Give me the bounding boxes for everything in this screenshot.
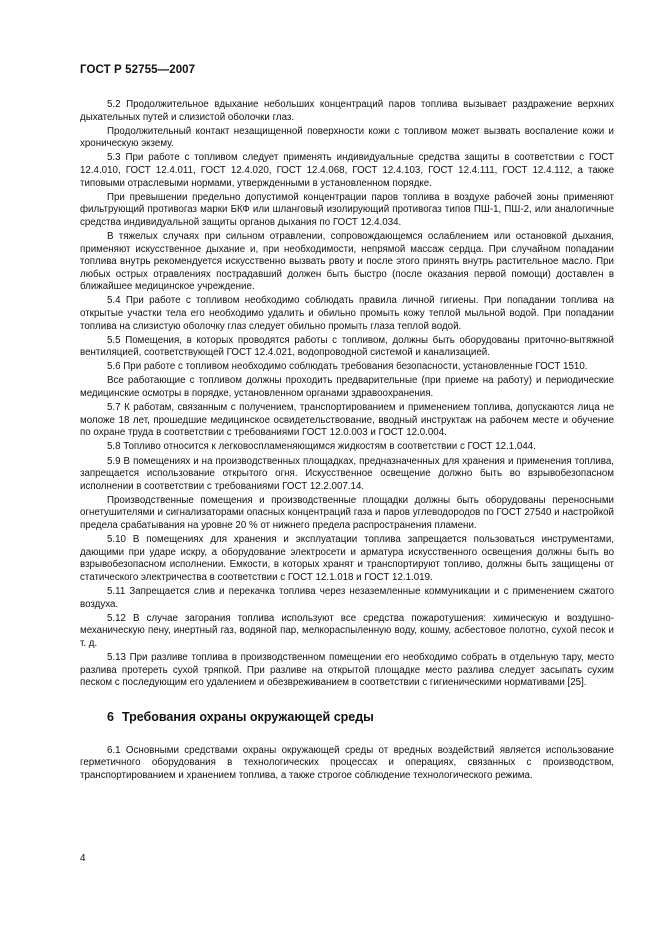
section-5-paragraphs <box>80 99 614 690</box>
paragraph: 5.6 При работе с топливом необходимо соблюдать требования безопасности, установленные ГОСТ 1510. <box>107 361 588 373</box>
paragraph: 5.8 Топливо относится к легковоспламеняющимся жидкостям в соответствии с ГОСТ 12.1.044. <box>107 441 536 453</box>
paragraph: 5.5 Помещения, в которых проводятся работы с топливом, должны быть оборудованы приточно-вытяжной вентиляцией, соответствующей ГОСТ 12.4.021, водопроводной системой и канализацией. <box>80 334 614 359</box>
paragraph: 5.10 В помещениях для хранения и эксплуатации топлива запрещается пользоваться инструментами, дающими при ударе искру, а оборудование электросети и арматура искусственного освещения должны быть во взрывобезопасном исполнении. Емкости, в которых хранят и транспортируют топливо, должны быть защищены от статического электричества в соответствии с ГОСТ 12.1.018 и ГОСТ 12.1.019. <box>80 534 614 583</box>
paragraph: 5.3 При работе с топливом следует применять индивидуальные средства защиты в соответствии с ГОСТ 12.4.010, ГОСТ 12.4.011, ГОСТ 12.4.020, ГОСТ 12.4.068, ГОСТ 12.4.103, ГОСТ 12.4.111, ГОСТ 12.4.112, а также типовыми отраслевыми нормами, утвержденными в установленном порядке. <box>80 152 614 189</box>
paragraph: При превышении предельно допустимой концентрации паров топлива в воздухе рабочей зоны применяют фильтрующий противогаз марки БКФ или шланговый изолирующий противогаз типов ПШ-1, ПШ-2, или аналогичные средства индивидуальной защиты органов дыхания по ГОСТ 12.4.034. <box>80 191 614 228</box>
paragraph: 6.1 Основными средствами охраны окружающей среды от вредных воздействий является использование герметичного оборудования в технологических процессах и операциях, связанных с производством, транспортированием и хранением топлива, а также строгое соблюдение технологического режима. <box>80 744 614 781</box>
section-number: 6 <box>107 709 114 724</box>
paragraph: Производственные помещения и производственные площадки должны быть оборудованы переносными огнетушителями и сигнализаторами опасных концентраций газа и паров углеводородов по ГОСТ 27540 и настройкой предела срабатывания на уровне 20 % от нижнего предела распространения пламени. <box>80 494 614 531</box>
section-6-heading <box>80 710 614 725</box>
paragraph: В тяжелых случаях при сильном отравлении, сопровождающемся ослаблением или остановкой дыхания, применяют искусственное дыхание и, при необходимости, непрямой массаж сердца. При случайном попадании топлива внутрь рекомендуется искусственно вызвать рвоту и после этого принять внутрь растительное масло. При любых острых отравлениях пострадавший должен быть быстро (после оказания первой помощи) доставлен в ближайшее медицинское учреждение. <box>80 230 614 293</box>
paragraph: 5.4 При работе с топливом необходимо соблюдать правила личной гигиены. При попадании топлива на открытые участки тела его необходимо удалить и обильно промыть кожу теплой мыльной водой. При попадании топлива на слизистую оболочку глаз следует обильно промыть глаза теплой водой. <box>80 295 614 332</box>
section-6-paragraphs <box>80 745 614 783</box>
section-title: Требования охраны окружающей среды <box>121 709 374 724</box>
paragraph: Продолжительный контакт незащищенной поверхности кожи с топливом может вызвать воспаление кожи и хроническую экзему. <box>80 125 614 150</box>
paragraph: 5.7 К работам, связанным с получением, транспортированием и применением топлива, допускаются лица не моложе 18 лет, прошедшие медицинское освидетельствование, вводный инструктаж на рабочем месте и обучение по охране труда в соответствии с требованиями ГОСТ 12.0.003 и ГОСТ 12.0.004. <box>80 402 614 439</box>
document-body <box>80 99 614 784</box>
paragraph: 5.2 Продолжительное вдыхание небольших концентраций паров топлива вызывает раздражение верхних дыхательных путей и слизистой оболочки глаз. <box>80 99 614 123</box>
page-number: 4 <box>80 853 86 864</box>
paragraph: 5.9 В помещениях и на производственных площадках, предназначенных для хранения и применения топлива, запрещается использование открытого огня. Искусственное освещение должно быть во взрывобезопасном исполнении в соответствии с требованиями ГОСТ 12.2.007.14. <box>80 455 614 492</box>
paragraph: Все работающие с топливом должны проходить предварительные (при приеме на работу) и периодические медицинские осмотры в порядке, установленном органами здравоохранения. <box>80 375 614 400</box>
paragraph: 5.11 Запрещается слив и перекачка топлива через незаземленные коммуникации и с применением сжатого воздуха. <box>80 585 614 610</box>
paragraph: 5.12 В случае загорания топлива используют все средства пожаротушения: химическую и воздушно-механическую пену, инертный газ, водяной пар, мелкораспыленную воду, кошму, асбестовое полотно, сухой песок и т. д. <box>80 612 614 649</box>
paragraph: 5.13 При разливе топлива в производственном помещении его необходимо собрать в отдельную тару, место разлива протереть сухой тряпкой. При разливе на открытой площадке место разлива следует засыпать сухим песком с последующим его удалением и обезвреживанием в соответствии с гигиеническими нормативами [25]. <box>80 651 614 689</box>
document-header: ГОСТ Р 52755—2007 <box>80 64 196 76</box>
